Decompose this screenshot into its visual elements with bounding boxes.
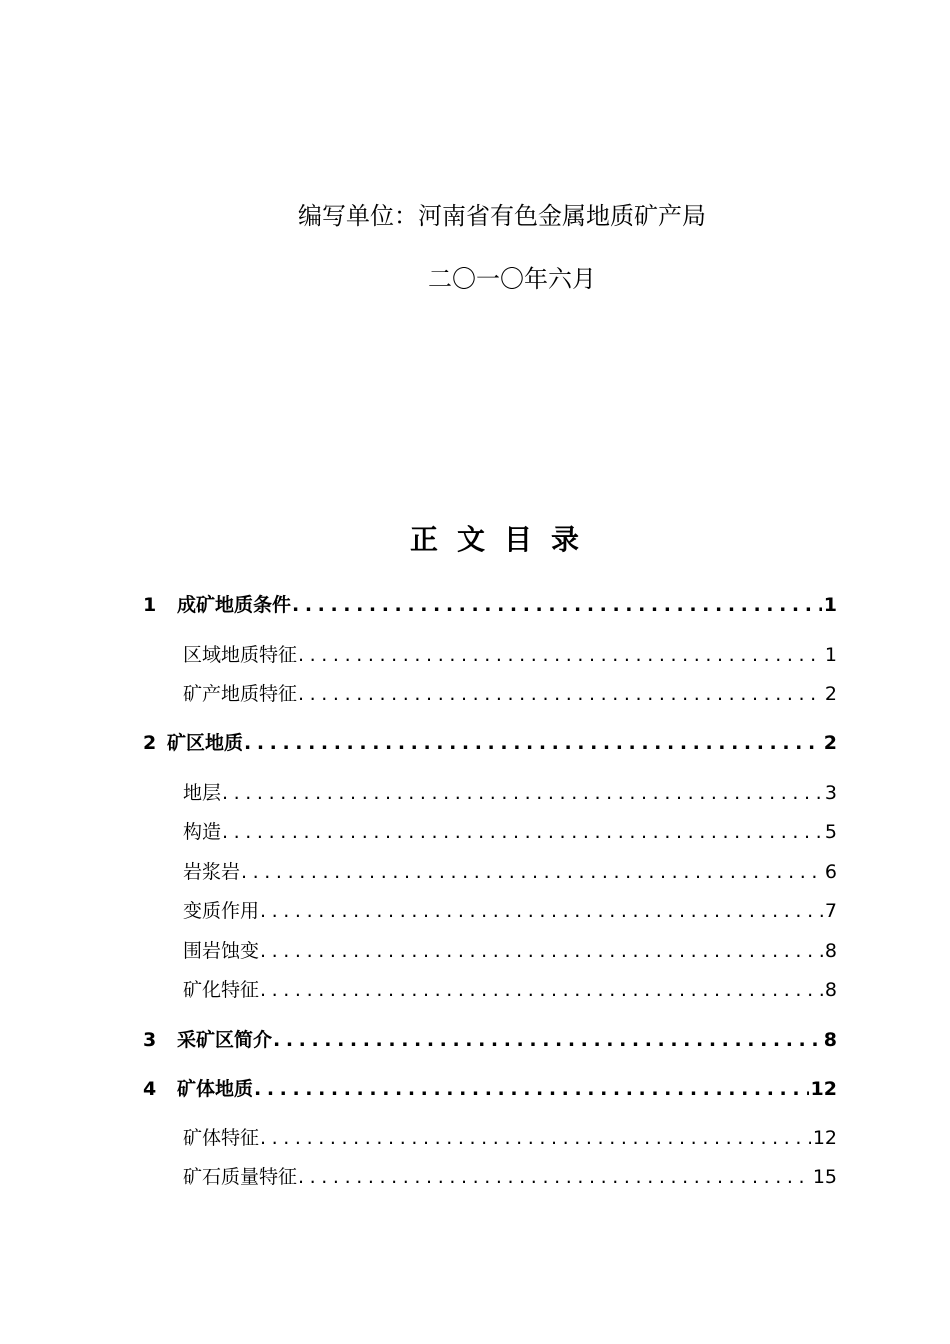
toc-leader-dots xyxy=(221,779,823,807)
toc-entry-2[interactable] xyxy=(143,729,837,757)
toc-entry-number: 1 xyxy=(143,594,157,616)
toc-entry-page: 1 xyxy=(823,594,837,616)
toc-entry-page: 8 xyxy=(823,1029,837,1051)
toc-entry-magmatic-rock[interactable] xyxy=(183,858,837,886)
toc-entry-page: 2 xyxy=(824,683,837,705)
toc-entry-page: 8 xyxy=(824,979,837,1001)
toc-title: 正文目录 xyxy=(410,523,599,556)
toc-entry-text: 变质作用 xyxy=(183,900,260,922)
toc-entry-orebody[interactable] xyxy=(183,1124,837,1152)
toc-leader-dots xyxy=(259,937,823,965)
toc-entry-page: 8 xyxy=(824,940,837,962)
toc-entry-text: 采矿区简介 xyxy=(177,1029,273,1051)
toc-entry-number: 3 xyxy=(143,1029,157,1051)
toc-leader-dots xyxy=(291,591,822,619)
toc-entry-page: 12 xyxy=(810,1078,837,1100)
toc-entry-number: 4 xyxy=(143,1078,157,1100)
toc-entry-number: 2 xyxy=(143,732,157,754)
toc-leader-dots xyxy=(253,1075,809,1103)
toc-entry-ore-quality[interactable] xyxy=(183,1163,837,1191)
toc-leader-dots xyxy=(221,818,823,846)
toc-entry-text: 构造 xyxy=(183,821,222,843)
toc-entry-text: 区域地质特征 xyxy=(183,644,298,666)
toc-entry-text: 岩浆岩 xyxy=(183,861,241,883)
toc-entry-text: 围岩蚀变 xyxy=(183,940,260,962)
toc-leader-dots xyxy=(297,641,823,669)
toc-entry-page: 5 xyxy=(824,821,837,843)
toc-entry-page: 12 xyxy=(812,1127,837,1149)
toc-entry-1[interactable] xyxy=(143,591,837,619)
toc-leader-dots xyxy=(272,1026,822,1054)
toc-entry-text: 矿产地质特征 xyxy=(183,683,298,705)
toc-leader-dots xyxy=(259,897,823,925)
toc-entry-mineral-geology[interactable] xyxy=(183,680,837,708)
toc-entry-text: 矿体地质 xyxy=(177,1078,254,1100)
toc-entry-wallrock-alteration[interactable] xyxy=(183,937,837,965)
toc-entry-page: 1 xyxy=(824,644,837,666)
toc-entry-page: 15 xyxy=(812,1166,837,1188)
toc-leader-dots xyxy=(259,976,823,1004)
toc-entry-text: 矿体特征 xyxy=(183,1127,260,1149)
toc-entry-text: 矿化特征 xyxy=(183,979,260,1001)
toc-entry-strata[interactable] xyxy=(183,779,837,807)
toc-leader-dots xyxy=(297,1163,811,1191)
toc-leader-dots xyxy=(243,729,822,757)
toc-entry-page: 7 xyxy=(824,900,837,922)
toc-entry-text: 矿石质量特征 xyxy=(183,1166,298,1188)
toc-entry-text: 地层 xyxy=(183,782,222,804)
toc-leader-dots xyxy=(297,680,823,708)
toc-entry-text: 矿区地质 xyxy=(167,732,244,754)
toc-entry-4[interactable] xyxy=(143,1075,837,1103)
toc-entry-regional-geology[interactable] xyxy=(183,641,837,669)
toc-entry-text: 成矿地质条件 xyxy=(177,594,292,616)
toc-entry-page: 2 xyxy=(823,732,837,754)
toc-entry-3[interactable] xyxy=(143,1026,837,1054)
toc-leader-dots xyxy=(259,1124,811,1152)
date-line: 二〇一〇年六月 xyxy=(428,265,596,293)
toc-entry-page: 3 xyxy=(824,782,837,804)
toc-entry-page: 6 xyxy=(824,861,837,883)
toc-entry-mineralization[interactable] xyxy=(183,976,837,1004)
toc-entry-metamorphism[interactable] xyxy=(183,897,837,925)
toc-entry-structure[interactable] xyxy=(183,818,837,846)
author-unit-line: 编写单位：河南省有色金属地质矿产局 xyxy=(298,202,706,230)
toc-leader-dots xyxy=(240,858,823,886)
